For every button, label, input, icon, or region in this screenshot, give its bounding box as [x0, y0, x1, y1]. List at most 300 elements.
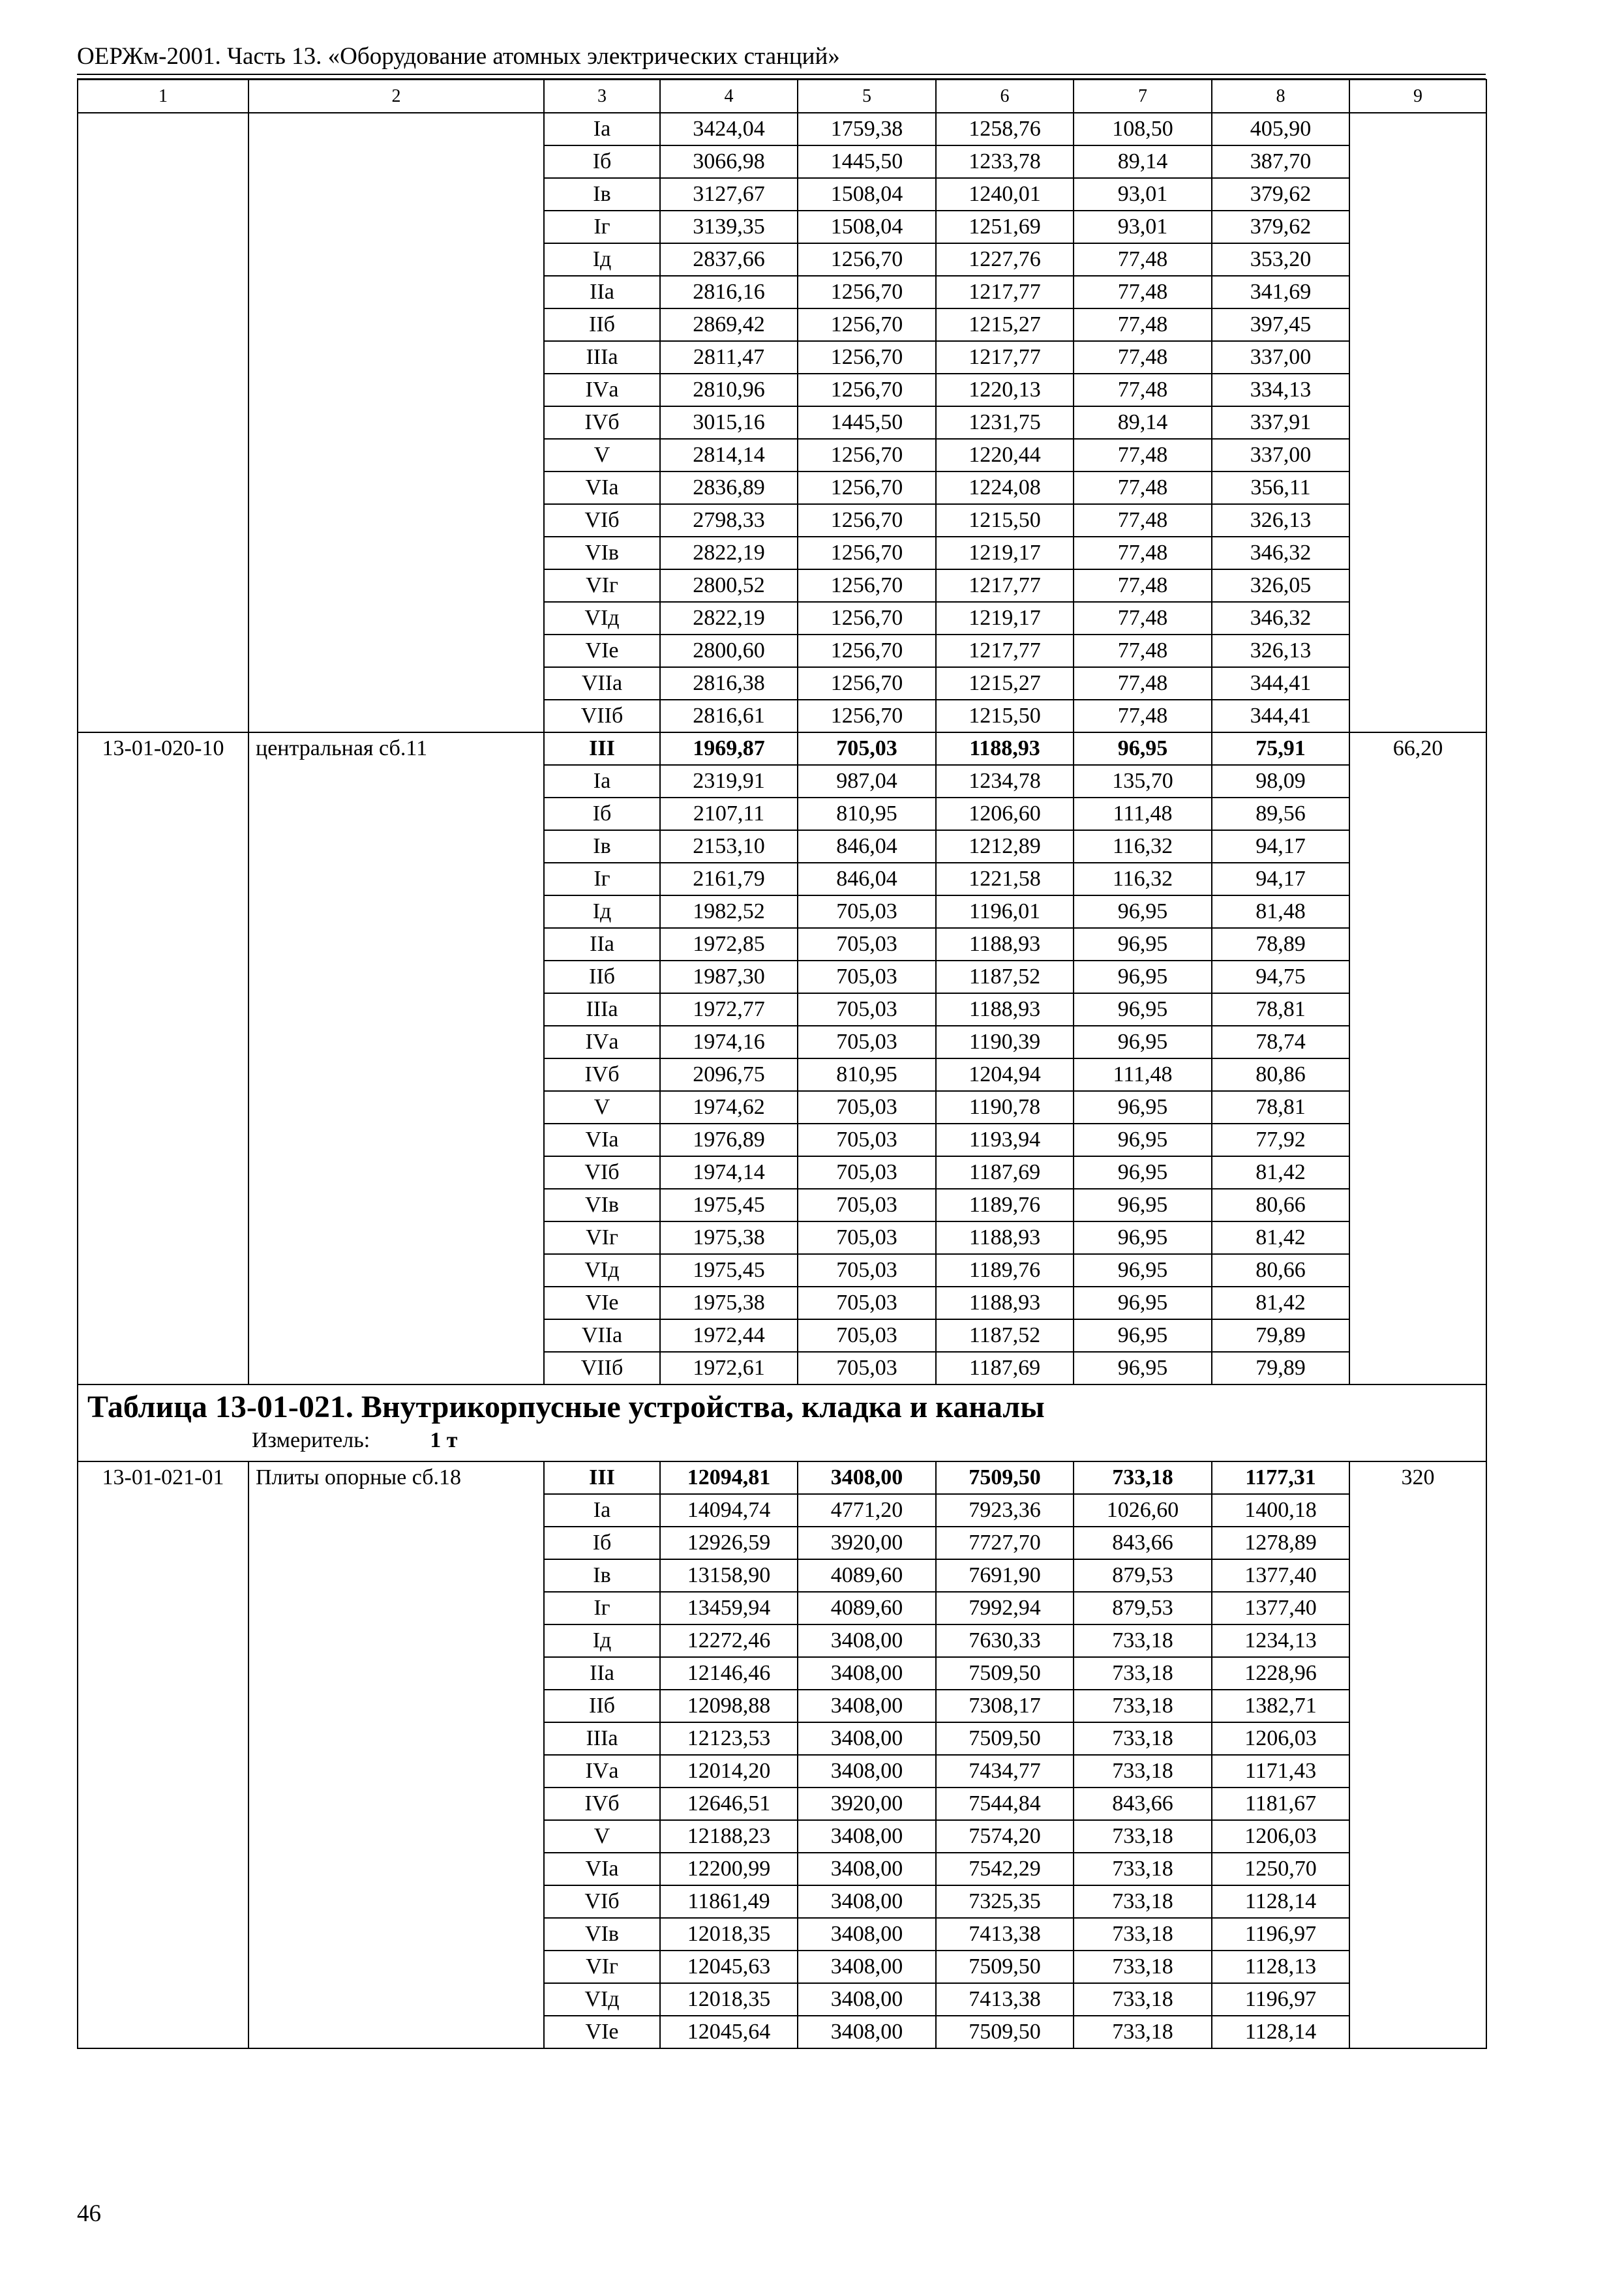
column-number: 9 [1349, 80, 1486, 113]
price-cell: 879,53 [1074, 1592, 1212, 1624]
price-cell: 705,03 [798, 1287, 936, 1319]
zone-cell: VIа [544, 1853, 660, 1885]
price-cell: 14094,74 [660, 1494, 798, 1527]
price-cell: 1228,96 [1212, 1657, 1349, 1690]
price-cell: 1187,69 [936, 1352, 1074, 1384]
price-cell: 326,05 [1212, 569, 1349, 602]
price-cell: 1975,45 [660, 1189, 798, 1221]
price-cell: 733,18 [1074, 1461, 1212, 1494]
price-cell: 1256,70 [798, 602, 936, 635]
price-cell: 1256,70 [798, 471, 936, 504]
price-cell: 1171,43 [1212, 1755, 1349, 1788]
zone-cell: Iб [544, 798, 660, 830]
price-cell: 846,04 [798, 863, 936, 895]
rate-name: центральная сб.11 [248, 732, 544, 1384]
price-cell: 843,66 [1074, 1527, 1212, 1559]
price-cell: 1987,30 [660, 961, 798, 993]
zone-cell: IIб [544, 308, 660, 341]
price-cell: 733,18 [1074, 1722, 1212, 1755]
price-cell: 79,89 [1212, 1319, 1349, 1352]
price-cell: 1974,62 [660, 1091, 798, 1124]
zone-cell: IVб [544, 1788, 660, 1820]
price-cell: 987,04 [798, 765, 936, 798]
price-cell: 337,00 [1212, 341, 1349, 374]
price-cell: 7923,36 [936, 1494, 1074, 1527]
zone-cell: V [544, 1091, 660, 1124]
price-cell: 810,95 [798, 798, 936, 830]
table-title: Таблица 13-01-021. Внутрикорпусные устройства, кладка и каналы [87, 1390, 1045, 1424]
zone-cell: VIг [544, 1951, 660, 1983]
price-cell: 12045,64 [660, 2016, 798, 2048]
price-cell: 3066,98 [660, 145, 798, 178]
price-cell: 705,03 [798, 1189, 936, 1221]
price-cell: 337,91 [1212, 406, 1349, 439]
price-cell: 111,48 [1074, 798, 1212, 830]
price-cell: 81,42 [1212, 1287, 1349, 1319]
price-cell: 89,14 [1074, 145, 1212, 178]
price-cell: 1382,71 [1212, 1690, 1349, 1722]
price-cell: 733,18 [1074, 1885, 1212, 1918]
price-cell: 1972,61 [660, 1352, 798, 1384]
price-cell: 1508,04 [798, 211, 936, 243]
zone-cell: VIд [544, 1254, 660, 1287]
price-cell: 1258,76 [936, 113, 1074, 145]
price-cell: 1377,40 [1212, 1592, 1349, 1624]
zone-cell: Iг [544, 211, 660, 243]
rate-code: 13-01-020-10 [78, 732, 248, 1384]
price-cell: 1189,76 [936, 1254, 1074, 1287]
price-cell: 2837,66 [660, 243, 798, 276]
price-cell: 733,18 [1074, 1820, 1212, 1853]
price-cell: 1508,04 [798, 178, 936, 211]
price-cell: 1974,16 [660, 1026, 798, 1058]
price-cell: 1190,78 [936, 1091, 1074, 1124]
price-cell: 1204,94 [936, 1058, 1074, 1091]
zone-cell: V [544, 439, 660, 471]
price-cell: 2869,42 [660, 308, 798, 341]
price-cell: 81,42 [1212, 1156, 1349, 1189]
price-cell: 733,18 [1074, 2016, 1212, 2048]
price-cell: 4771,20 [798, 1494, 936, 1527]
price-cell: 733,18 [1074, 1657, 1212, 1690]
price-cell: 810,95 [798, 1058, 936, 1091]
header-rule [77, 74, 1486, 75]
price-cell: 705,03 [798, 1156, 936, 1189]
page-number: 46 [77, 2200, 101, 2227]
section-row [78, 1384, 1486, 1461]
column-number: 2 [248, 80, 544, 113]
unit-line [87, 1426, 1486, 1456]
price-cell: 346,32 [1212, 537, 1349, 569]
zone-cell: VIб [544, 1885, 660, 1918]
table-row [78, 1461, 1486, 1494]
price-cell: 77,48 [1074, 439, 1212, 471]
price-cell: 12098,88 [660, 1690, 798, 1722]
zone-cell: VIб [544, 504, 660, 537]
price-cell: 405,90 [1212, 113, 1349, 145]
price-cell: 96,95 [1074, 1352, 1212, 1384]
price-cell: 2153,10 [660, 830, 798, 863]
price-cell: 12200,99 [660, 1853, 798, 1885]
price-cell: 93,01 [1074, 211, 1212, 243]
price-cell: 116,32 [1074, 863, 1212, 895]
zone-cell: Iа [544, 1494, 660, 1527]
price-cell: 3408,00 [798, 1690, 936, 1722]
price-cell: 78,89 [1212, 928, 1349, 961]
zone-cell: VIв [544, 537, 660, 569]
price-table [77, 79, 1487, 2049]
zone-cell: Iг [544, 1592, 660, 1624]
price-cell: 77,48 [1074, 374, 1212, 406]
price-cell: 353,20 [1212, 243, 1349, 276]
price-cell: 1256,70 [798, 341, 936, 374]
price-cell: 1220,44 [936, 439, 1074, 471]
price-cell: 81,48 [1212, 895, 1349, 928]
price-cell: 733,18 [1074, 1853, 1212, 1885]
zone-cell: IIа [544, 928, 660, 961]
zone-cell: VIа [544, 471, 660, 504]
price-cell: 1256,70 [798, 439, 936, 471]
zone-cell: IVа [544, 1026, 660, 1058]
price-cell: 705,03 [798, 895, 936, 928]
zone-cell: VIе [544, 635, 660, 667]
price-cell: 1256,70 [798, 537, 936, 569]
price-cell: 1972,85 [660, 928, 798, 961]
price-cell: 3408,00 [798, 1755, 936, 1788]
price-cell: 2161,79 [660, 863, 798, 895]
price-cell: 2816,38 [660, 667, 798, 700]
price-cell: 77,48 [1074, 276, 1212, 308]
rate-code [78, 113, 248, 732]
price-cell: 3424,04 [660, 113, 798, 145]
price-cell: 1256,70 [798, 374, 936, 406]
labor-cost [1349, 113, 1486, 732]
price-cell: 96,95 [1074, 1026, 1212, 1058]
price-cell: 705,03 [798, 928, 936, 961]
price-cell: 96,95 [1074, 1319, 1212, 1352]
price-cell: 1196,97 [1212, 1918, 1349, 1951]
column-number: 4 [660, 80, 798, 113]
price-cell: 96,95 [1074, 1091, 1212, 1124]
price-cell: 1188,93 [936, 732, 1074, 765]
price-cell: 78,81 [1212, 993, 1349, 1026]
price-cell: 1206,03 [1212, 1722, 1349, 1755]
column-number: 3 [544, 80, 660, 113]
price-cell: 379,62 [1212, 178, 1349, 211]
price-cell: 77,48 [1074, 569, 1212, 602]
price-cell: 1196,97 [1212, 1983, 1349, 2016]
price-cell: 1177,31 [1212, 1461, 1349, 1494]
price-cell: 96,95 [1074, 732, 1212, 765]
price-cell: 1256,70 [798, 243, 936, 276]
price-cell: 12188,23 [660, 1820, 798, 1853]
price-cell: 77,48 [1074, 700, 1212, 732]
price-cell: 1234,78 [936, 765, 1074, 798]
price-cell: 96,95 [1074, 1124, 1212, 1156]
price-cell: 326,13 [1212, 504, 1349, 537]
price-cell: 111,48 [1074, 1058, 1212, 1091]
price-cell: 2811,47 [660, 341, 798, 374]
price-cell: 705,03 [798, 1254, 936, 1287]
price-cell: 2816,61 [660, 700, 798, 732]
price-cell: 1128,14 [1212, 2016, 1349, 2048]
price-cell: 1759,38 [798, 113, 936, 145]
price-cell: 78,81 [1212, 1091, 1349, 1124]
price-cell: 3408,00 [798, 1885, 936, 1918]
price-cell: 344,41 [1212, 700, 1349, 732]
price-cell: 2836,89 [660, 471, 798, 504]
price-cell: 1206,60 [936, 798, 1074, 830]
price-cell: 1188,93 [936, 993, 1074, 1026]
price-cell: 96,95 [1074, 993, 1212, 1026]
price-cell: 3015,16 [660, 406, 798, 439]
price-cell: 1026,60 [1074, 1494, 1212, 1527]
zone-cell: Iб [544, 145, 660, 178]
zone-cell: VIб [544, 1156, 660, 1189]
price-cell: 1234,13 [1212, 1624, 1349, 1657]
price-cell: 7509,50 [936, 2016, 1074, 2048]
price-cell: 80,86 [1212, 1058, 1349, 1091]
rate-name [248, 113, 544, 732]
price-cell: 80,66 [1212, 1254, 1349, 1287]
price-cell: 1215,50 [936, 700, 1074, 732]
zone-cell: IIIа [544, 1722, 660, 1755]
zone-cell: III [544, 1461, 660, 1494]
price-cell: 12272,46 [660, 1624, 798, 1657]
column-number: 8 [1212, 80, 1349, 113]
zone-cell: VIе [544, 2016, 660, 2048]
price-cell: 1256,70 [798, 700, 936, 732]
price-cell: 7574,20 [936, 1820, 1074, 1853]
price-cell: 75,91 [1212, 732, 1349, 765]
price-cell: 705,03 [798, 1026, 936, 1058]
price-cell: 2822,19 [660, 602, 798, 635]
price-cell: 3920,00 [798, 1527, 936, 1559]
price-cell: 733,18 [1074, 1755, 1212, 1788]
price-cell: 397,45 [1212, 308, 1349, 341]
section-cell [78, 1384, 1486, 1461]
price-cell: 12646,51 [660, 1788, 798, 1820]
price-cell: 77,48 [1074, 341, 1212, 374]
zone-cell: VIа [544, 1124, 660, 1156]
price-cell: 2319,91 [660, 765, 798, 798]
price-cell: 1187,52 [936, 961, 1074, 993]
table-row [78, 732, 1486, 765]
price-cell: 705,03 [798, 1352, 936, 1384]
price-cell: 12045,63 [660, 1951, 798, 1983]
price-cell: 1181,67 [1212, 1788, 1349, 1820]
price-cell: 7992,94 [936, 1592, 1074, 1624]
price-cell: 12094,81 [660, 1461, 798, 1494]
price-cell: 96,95 [1074, 1156, 1212, 1189]
price-cell: 79,89 [1212, 1352, 1349, 1384]
price-cell: 1256,70 [798, 667, 936, 700]
price-cell: 1982,52 [660, 895, 798, 928]
zone-cell: VIIа [544, 667, 660, 700]
price-cell: 1377,40 [1212, 1559, 1349, 1592]
price-cell: 3408,00 [798, 1983, 936, 2016]
unit-label: Измеритель: [252, 1428, 370, 1452]
price-cell: 2096,75 [660, 1058, 798, 1091]
price-cell: 2800,60 [660, 635, 798, 667]
price-cell: 96,95 [1074, 928, 1212, 961]
unit-value: 1 т [430, 1428, 458, 1452]
price-cell: 2822,19 [660, 537, 798, 569]
rate-name: Плиты опорные сб.18 [248, 1461, 544, 2048]
price-cell: 3408,00 [798, 1461, 936, 1494]
zone-cell: IVб [544, 406, 660, 439]
price-cell: 1215,50 [936, 504, 1074, 537]
price-cell: 1217,77 [936, 276, 1074, 308]
zone-cell: Iд [544, 243, 660, 276]
price-cell: 96,95 [1074, 1221, 1212, 1254]
price-cell: 1278,89 [1212, 1527, 1349, 1559]
price-cell: 77,48 [1074, 471, 1212, 504]
zone-cell: IVа [544, 374, 660, 406]
price-cell: 81,42 [1212, 1221, 1349, 1254]
column-number-row [78, 80, 1486, 113]
price-cell: 3408,00 [798, 1853, 936, 1885]
price-cell: 2810,96 [660, 374, 798, 406]
price-cell: 344,41 [1212, 667, 1349, 700]
price-cell: 1445,50 [798, 145, 936, 178]
price-cell: 7509,50 [936, 1657, 1074, 1690]
price-cell: 1251,69 [936, 211, 1074, 243]
price-cell: 3127,67 [660, 178, 798, 211]
price-cell: 1240,01 [936, 178, 1074, 211]
price-cell: 7434,77 [936, 1755, 1074, 1788]
zone-cell: Iв [544, 178, 660, 211]
price-cell: 4089,60 [798, 1592, 936, 1624]
price-cell: 7509,50 [936, 1722, 1074, 1755]
price-cell: 3408,00 [798, 2016, 936, 2048]
price-cell: 96,95 [1074, 1189, 1212, 1221]
column-number: 1 [78, 80, 248, 113]
price-cell: 7413,38 [936, 1983, 1074, 2016]
zone-cell: VIIб [544, 1352, 660, 1384]
price-cell: 12018,35 [660, 1918, 798, 1951]
price-cell: 1969,87 [660, 732, 798, 765]
price-cell: 705,03 [798, 1124, 936, 1156]
zone-cell: VIв [544, 1918, 660, 1951]
zone-cell: Iв [544, 1559, 660, 1592]
price-cell: 1224,08 [936, 471, 1074, 504]
price-cell: 733,18 [1074, 1918, 1212, 1951]
zone-cell: Iа [544, 765, 660, 798]
price-cell: 705,03 [798, 1221, 936, 1254]
price-cell: 3408,00 [798, 1918, 936, 1951]
price-cell: 7630,33 [936, 1624, 1074, 1657]
table-row [78, 113, 1486, 145]
price-cell: 77,48 [1074, 243, 1212, 276]
price-cell: 12123,53 [660, 1722, 798, 1755]
price-cell: 1206,03 [1212, 1820, 1349, 1853]
price-cell: 96,95 [1074, 895, 1212, 928]
price-cell: 1975,45 [660, 1254, 798, 1287]
price-cell: 108,50 [1074, 113, 1212, 145]
zone-cell: Iд [544, 1624, 660, 1657]
price-cell: 705,03 [798, 1091, 936, 1124]
price-cell: 96,95 [1074, 961, 1212, 993]
price-cell: 116,32 [1074, 830, 1212, 863]
price-cell: 1215,27 [936, 667, 1074, 700]
price-cell: 705,03 [798, 1319, 936, 1352]
zone-cell: IIа [544, 276, 660, 308]
price-cell: 1188,93 [936, 1287, 1074, 1319]
price-cell: 12014,20 [660, 1755, 798, 1788]
zone-cell: VIд [544, 1983, 660, 2016]
price-cell: 11861,49 [660, 1885, 798, 1918]
price-cell: 98,09 [1212, 765, 1349, 798]
price-cell: 77,48 [1074, 667, 1212, 700]
zone-cell: VIIа [544, 1319, 660, 1352]
rate-code: 13-01-021-01 [78, 1461, 248, 2048]
price-cell: 1256,70 [798, 276, 936, 308]
price-cell: 346,32 [1212, 602, 1349, 635]
price-cell: 2816,16 [660, 276, 798, 308]
price-cell: 1217,77 [936, 569, 1074, 602]
price-cell: 1256,70 [798, 504, 936, 537]
price-cell: 7308,17 [936, 1690, 1074, 1722]
zone-cell: IIб [544, 961, 660, 993]
price-cell: 1193,94 [936, 1124, 1074, 1156]
price-cell: 4089,60 [798, 1559, 936, 1592]
price-cell: 7413,38 [936, 1918, 1074, 1951]
price-cell: 1975,38 [660, 1287, 798, 1319]
price-cell: 1972,44 [660, 1319, 798, 1352]
price-cell: 94,17 [1212, 830, 1349, 863]
price-cell: 1215,27 [936, 308, 1074, 341]
price-cell: 1188,93 [936, 1221, 1074, 1254]
price-cell: 733,18 [1074, 1983, 1212, 2016]
price-cell: 1221,58 [936, 863, 1074, 895]
zone-cell: VIв [544, 1189, 660, 1221]
column-number: 5 [798, 80, 936, 113]
price-cell: 1400,18 [1212, 1494, 1349, 1527]
labor-cost: 66,20 [1349, 732, 1486, 1384]
price-cell: 77,48 [1074, 635, 1212, 667]
price-cell: 7325,35 [936, 1885, 1074, 1918]
price-cell: 78,74 [1212, 1026, 1349, 1058]
price-cell: 1220,13 [936, 374, 1074, 406]
zone-cell: IVа [544, 1755, 660, 1788]
price-cell: 1250,70 [1212, 1853, 1349, 1885]
price-cell: 3920,00 [798, 1788, 936, 1820]
price-cell: 96,95 [1074, 1254, 1212, 1287]
price-cell: 1256,70 [798, 569, 936, 602]
price-cell: 3408,00 [798, 1951, 936, 1983]
price-cell: 1128,14 [1212, 1885, 1349, 1918]
zone-cell: V [544, 1820, 660, 1853]
zone-cell: VIе [544, 1287, 660, 1319]
price-cell: 1974,14 [660, 1156, 798, 1189]
price-cell: 1445,50 [798, 406, 936, 439]
price-cell: 89,56 [1212, 798, 1349, 830]
price-cell: 356,11 [1212, 471, 1349, 504]
price-cell: 93,01 [1074, 178, 1212, 211]
zone-cell: VIг [544, 1221, 660, 1254]
price-cell: 12926,59 [660, 1527, 798, 1559]
zone-cell: VIIб [544, 700, 660, 732]
zone-cell: VIг [544, 569, 660, 602]
price-cell: 94,75 [1212, 961, 1349, 993]
labor-cost: 320 [1349, 1461, 1486, 2048]
price-cell: 705,03 [798, 993, 936, 1026]
price-cell: 12146,46 [660, 1657, 798, 1690]
price-cell: 1212,89 [936, 830, 1074, 863]
zone-cell: Iб [544, 1527, 660, 1559]
price-cell: 1972,77 [660, 993, 798, 1026]
